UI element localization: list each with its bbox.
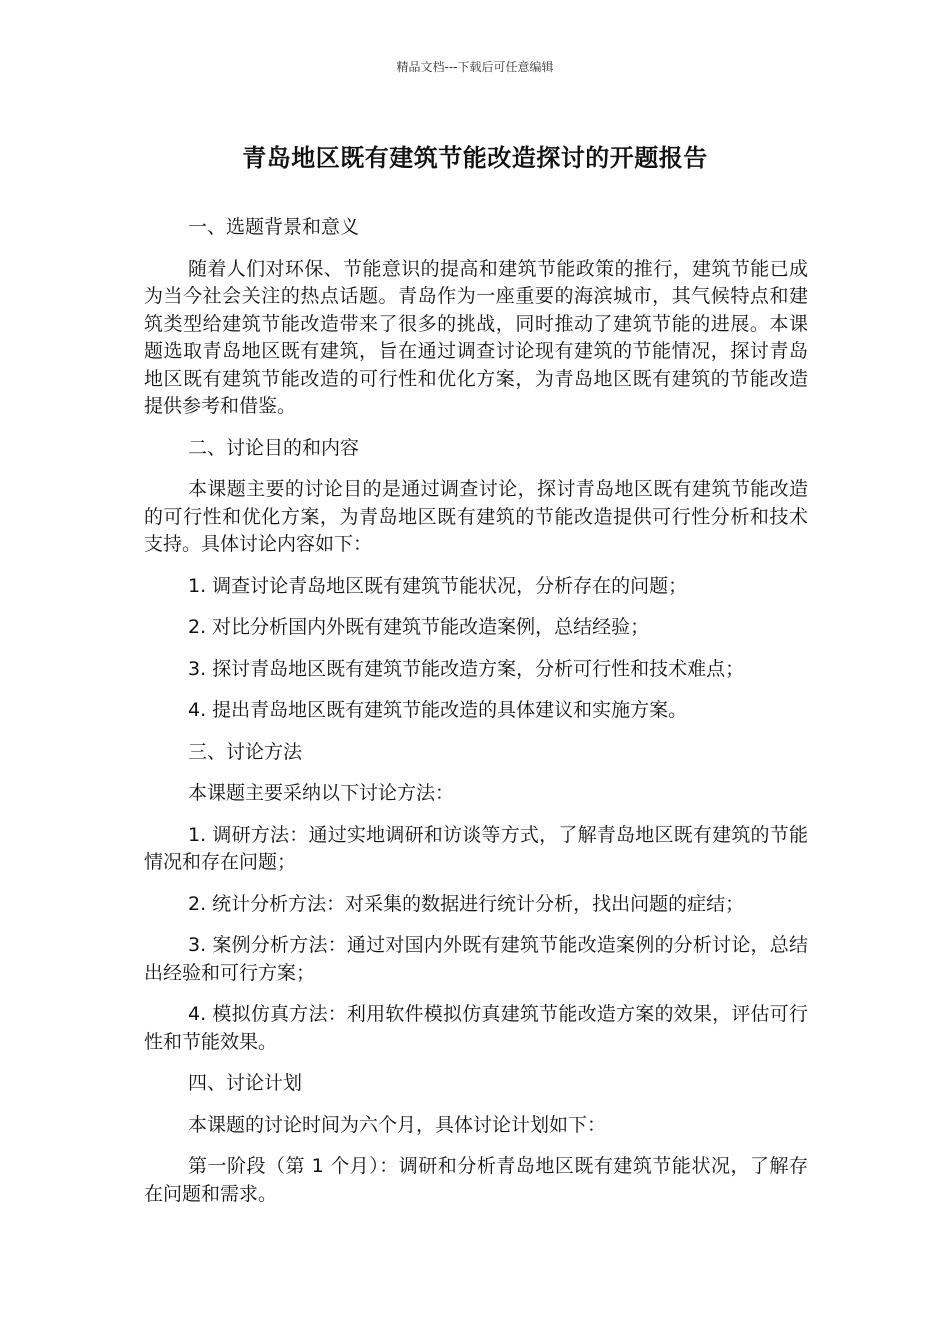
- document-body: [144, 214, 808, 1222]
- list-item: 2. 统计分析方法：对采集的数据进行统计分析，找出问题的症结；: [188, 892, 745, 915]
- section-heading-methods: 三、讨论方法: [188, 740, 303, 763]
- header-note: 精品文档---下载后可任意编辑: [396, 60, 554, 74]
- list-item: 3. 案例分析方法：通过对国内外既有建筑节能改造案例的分析讨论，总结出经验和可行方案；: [144, 934, 808, 984]
- list-item: 4. 提出青岛地区既有建筑节能改造的具体建议和实施方案。: [188, 699, 688, 721]
- section-heading-background: 一、选题背景和意义: [188, 216, 360, 238]
- document-title: 青岛地区既有建筑节能改造探讨的开题报告: [242, 144, 708, 172]
- list-item: 2. 对比分析国内外既有建筑节能改造案例，总结经验；: [188, 616, 650, 638]
- list-item: 1. 调查讨论青岛地区既有建筑节能状况，分析存在的问题；: [188, 574, 688, 597]
- section-heading-plan: 四、讨论计划: [188, 1072, 303, 1094]
- list-item: 3. 探讨青岛地区既有建筑节能改造方案，分析可行性和技术难点；: [188, 657, 745, 680]
- paragraph-plan-intro: 本课题的讨论时间为六个月，具体讨论计划如下：: [188, 1113, 607, 1136]
- list-item: 4. 模拟仿真方法：利用软件模拟仿真建筑节能改造方案的效果，评估可行性和节能效果。: [144, 1003, 808, 1053]
- section-heading-purpose: 二、讨论目的和内容: [188, 436, 360, 459]
- list-item: 1. 调研方法：通过实地调研和访谈等方式，了解青岛地区既有建筑的节能情况和存在问题；: [144, 823, 808, 873]
- paragraph-purpose: 本课题主要的讨论目的是通过调查讨论，探讨青岛地区既有建筑节能改造的可行性和优化方案，为青岛地区既有建筑的节能改造提供可行性分析和技术支持。具体讨论内容如下：: [144, 478, 808, 555]
- paragraph-background: 随着人们对环保、节能意识的提高和建筑节能政策的推行，建筑节能已成为当今社会关注的热点话题。青岛作为一座重要的海滨城市，其气候特点和建筑类型给建筑节能改造带来了很多的挑战，同时推动了建筑节能的进展。本课题选取青岛地区既有建筑，旨在通过调查讨论现有建筑的节能情况，探讨青岛地区既有建筑节能改造的可行性和优化方案，为青岛地区既有建筑的节能改造提供参考和借鉴。: [144, 257, 808, 417]
- paragraph-methods-intro: 本课题主要采纳以下讨论方法：: [188, 782, 455, 804]
- paragraph-plan-stage-1: 第一阶段（第 1 个月）：调研和分析青岛地区既有建筑节能状况，了解存在问题和需求。: [144, 1155, 808, 1205]
